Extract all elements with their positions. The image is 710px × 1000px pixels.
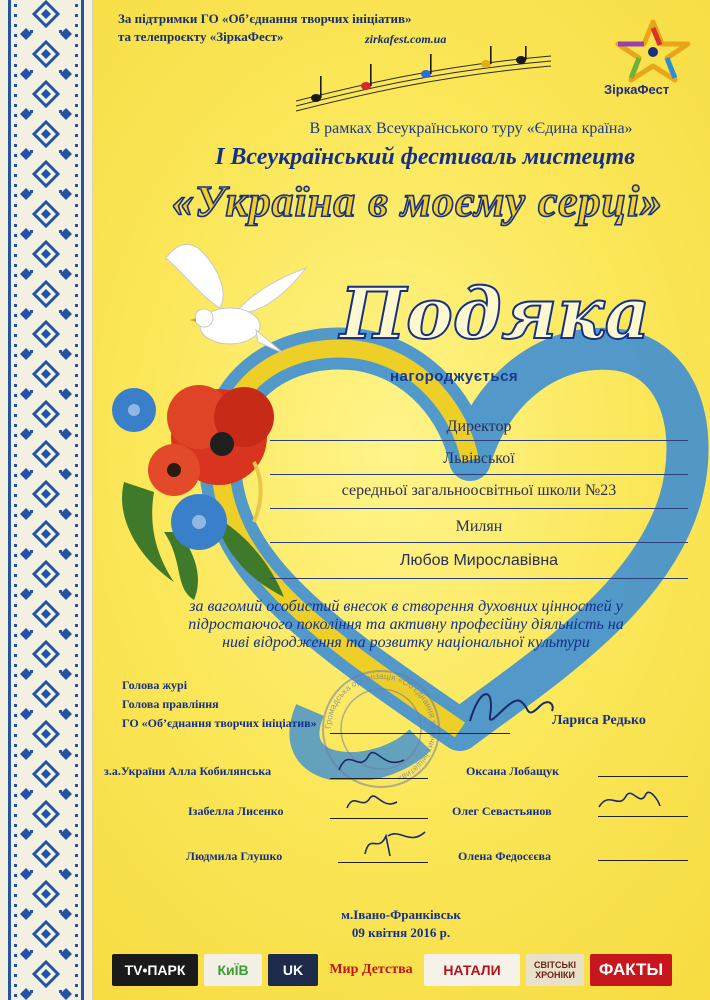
- website-text: zirkafest.com.ua: [365, 32, 447, 46]
- jury-line-3: ГО «Об’єднання творчих ініціатив»: [122, 716, 317, 730]
- award-title: Подяка: [340, 272, 650, 355]
- signatory-name: Олена Федосєєва: [458, 849, 552, 863]
- sponsor-label: СВІТСЬКІ ХРОНІКИ: [534, 960, 576, 980]
- sponsor-logo-uk: [268, 954, 318, 986]
- zirkafest-star-logo-icon: [608, 18, 698, 84]
- field-underline: [270, 508, 688, 509]
- sponsor-logo-fakty: [590, 954, 672, 986]
- signature-line: [598, 860, 688, 861]
- signature-line: [338, 862, 428, 863]
- support-org-line-2: та телепроєкту «ЗіркаФест»: [118, 29, 284, 44]
- signature-line: [330, 778, 428, 779]
- field-underline: [270, 542, 688, 543]
- signature-icon: [360, 826, 430, 860]
- signature-icon: [594, 782, 664, 816]
- jury-line-1: Голова журі: [122, 678, 188, 692]
- place-date-block: [0, 906, 710, 942]
- award-subtitle: нагороджується: [390, 368, 519, 385]
- sponsor-label: НАТАЛИ: [443, 962, 501, 978]
- sponsor-logos-bar: [112, 954, 704, 988]
- signature-icon: [342, 786, 402, 816]
- signature-line: [330, 818, 428, 819]
- signature-line: [598, 816, 688, 817]
- zirkafest-logo-text: ЗіркаФест: [604, 82, 670, 97]
- merit-line-3: ниві відродження та розвитку національної культури: [222, 634, 590, 651]
- merit-line-2: підростаючого покоління та активну професійну діяльність на: [188, 616, 624, 633]
- sponsor-logo-mir-detstva: [324, 954, 418, 986]
- tour-text: В рамках Всеукраїнського туру «Єдина країна»: [309, 120, 633, 137]
- recipient-given-names: Любов Мирославівна: [399, 552, 559, 569]
- support-org-line-1: За підтримки ГО «Об’єднання творчих ініціатив»: [118, 11, 412, 26]
- sponsor-label: Мир Детства: [329, 962, 413, 977]
- recipient-surname: Милян: [455, 518, 503, 535]
- signatory-name: Олег Севастьянов: [452, 804, 552, 818]
- music-notes-icon: [296, 46, 556, 116]
- signatory-name: Оксана Лобащук: [466, 764, 560, 778]
- dove-icon: [158, 238, 308, 368]
- sponsor-logo-svitski-khroniky: [526, 954, 584, 986]
- signature-chair-icon: [460, 676, 560, 736]
- sponsor-label: UK: [282, 962, 304, 978]
- sponsor-logo-tv-park: [112, 954, 198, 986]
- merit-line-1: за вагомий особистий внесок в створення духовних цінностей у: [189, 598, 623, 615]
- stamp-text: Громадська організація «Об’єднання творчих ініціатив»: [322, 670, 440, 785]
- signature-line: [598, 776, 688, 777]
- field-underline: [270, 474, 688, 475]
- date-text: 09 квітня 2016 р.: [351, 925, 451, 940]
- sponsor-logo-natali: [424, 954, 520, 986]
- jury-block: [122, 676, 317, 733]
- sponsor-label: КиЇВ: [217, 962, 249, 978]
- signature-icon: [334, 740, 414, 780]
- recipient-school: середньої загальноосвітньої школи №23: [341, 482, 617, 499]
- field-underline: [270, 578, 688, 579]
- signatory-name: Ізабелла Лисенко: [188, 804, 284, 818]
- sponsor-label: ФАКТЫ: [598, 960, 664, 979]
- recipient-position: Директор: [446, 418, 512, 435]
- merit-text: [108, 598, 704, 652]
- signatory-name: з.а.України Алла Кобилянська: [104, 764, 272, 778]
- recipient-city: Львівської: [443, 450, 515, 467]
- signatory-name: Людмила Глушко: [186, 849, 283, 863]
- field-underline: [270, 440, 688, 441]
- sponsor-label: TV•ПАРК: [124, 962, 186, 978]
- festival-name-title: «Україна в моєму серці»: [171, 177, 664, 226]
- flower-bouquet-icon: [104, 372, 294, 602]
- city-text: м.Івано-Франківськ: [341, 907, 461, 922]
- festival-title: І Всеукраїнський фестиваль мистецтв: [215, 144, 635, 170]
- jury-line-2: Голова правління: [122, 697, 219, 711]
- sponsor-logo-kyiv: [204, 954, 262, 986]
- jury-chair-name: Лариса Редько: [552, 713, 646, 728]
